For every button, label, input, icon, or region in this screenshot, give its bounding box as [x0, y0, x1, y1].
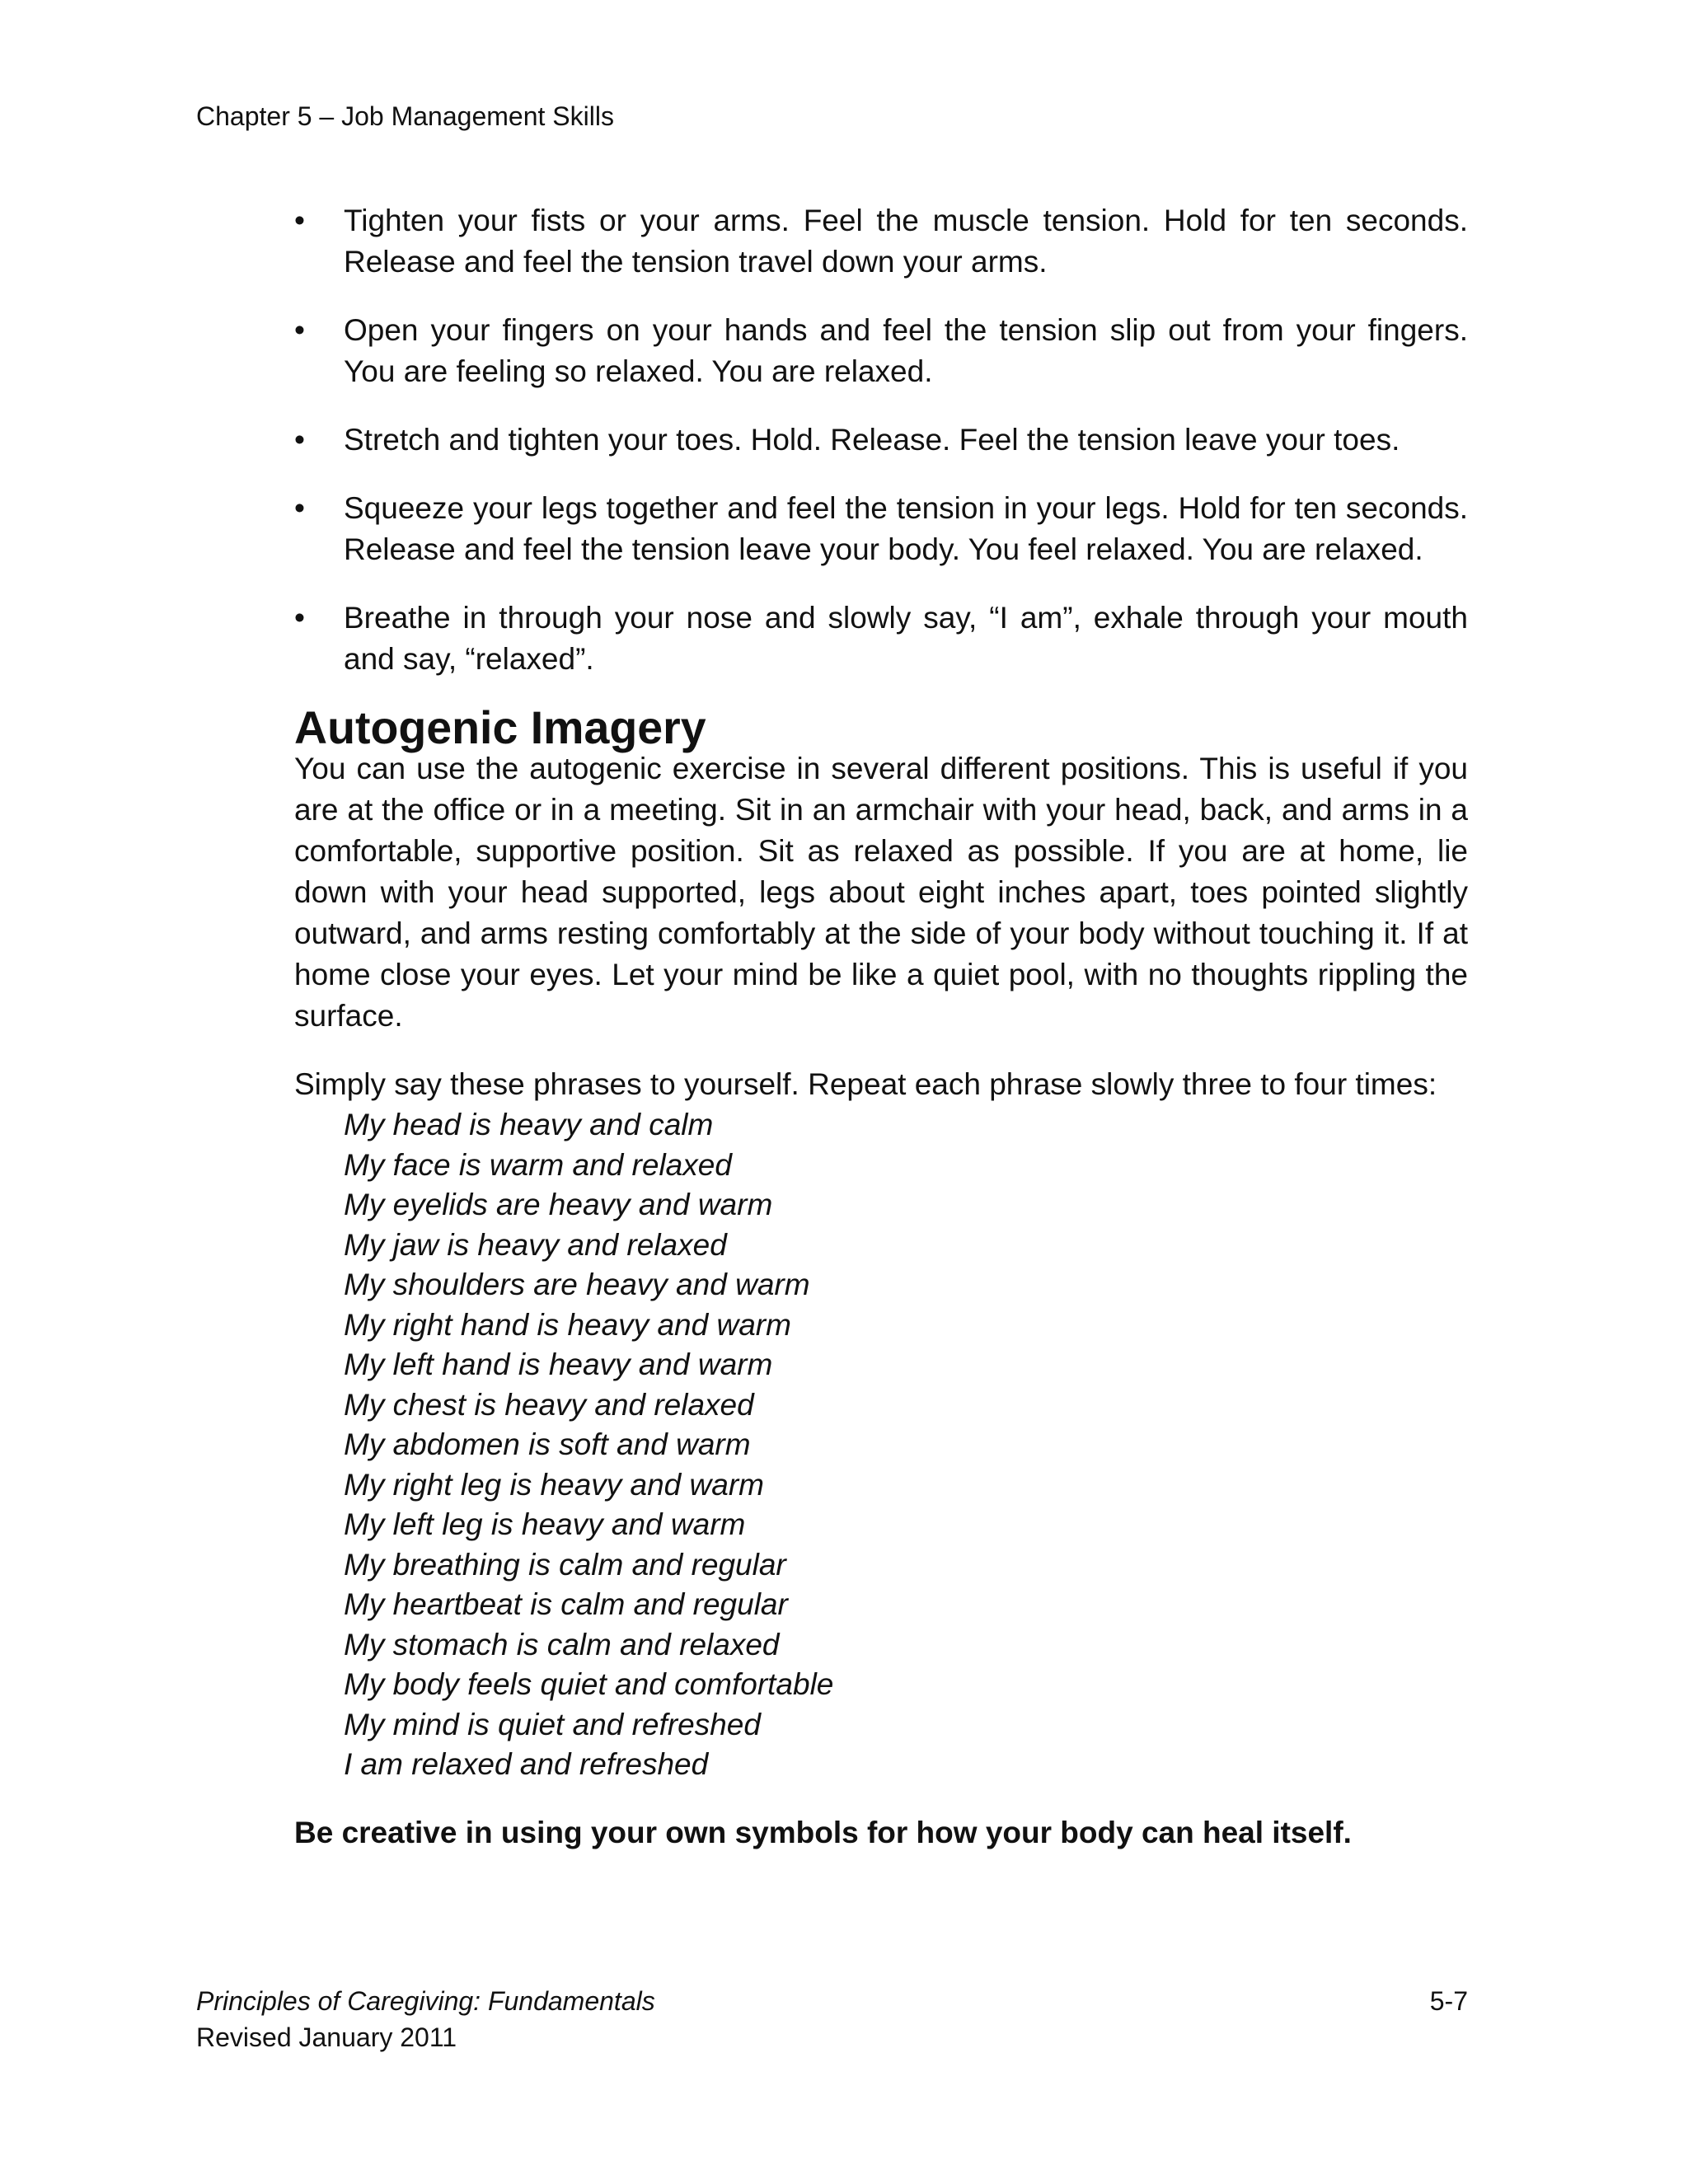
- list-item: [294, 419, 1468, 461]
- phrase-item: My chest is heavy and relaxed: [344, 1387, 754, 1422]
- bullet-icon: •: [294, 313, 305, 347]
- phrase-item: My stomach is calm and relaxed: [344, 1627, 780, 1661]
- relaxation-steps-list: [294, 200, 1468, 680]
- list-item-text: Open your fingers on your hands and feel the tension slip out from your fingers. You are feeling so relaxed. You are relaxed.: [344, 313, 1468, 388]
- list-item: [294, 200, 1468, 283]
- phrase-item: My face is warm and relaxed: [344, 1147, 732, 1182]
- list-item: [294, 310, 1468, 392]
- phrase-item: My jaw is heavy and relaxed: [344, 1227, 727, 1262]
- phrase-item: My shoulders are heavy and warm: [344, 1268, 810, 1301]
- bullet-icon: •: [294, 601, 305, 635]
- list-item: [294, 488, 1468, 570]
- phrase-item: My heartbeat is calm and regular: [344, 1587, 788, 1621]
- list-item-text: Squeeze your legs together and feel the tension in your legs. Hold for ten seconds. Release and feel the tension leave your body. You feel relaxed. You are relaxed.: [344, 491, 1468, 566]
- page-footer: [196, 1983, 1468, 2055]
- bullet-icon: •: [294, 423, 305, 457]
- list-item-text: Tighten your fists or your arms. Feel the muscle tension. Hold for ten seconds. Release and feel the tension travel down your arms.: [344, 204, 1468, 279]
- phrase-item: I am relaxed and refreshed: [344, 1747, 709, 1781]
- phrase-item: My left hand is heavy and warm: [344, 1347, 773, 1381]
- footer-row: [196, 1983, 1468, 2019]
- phrase-item: My breathing is calm and regular: [344, 1547, 786, 1582]
- bullet-icon: •: [294, 204, 305, 237]
- phrase-item: My mind is quiet and refreshed: [344, 1707, 761, 1741]
- book-title: Principles of Caregiving: Fundamentals: [196, 1986, 655, 2016]
- revision-date: Revised January 2011: [196, 2022, 457, 2052]
- phrase-item: My head is heavy and calm: [344, 1108, 714, 1141]
- phrase-item: My right leg is heavy and warm: [344, 1467, 764, 1502]
- list-item-text: Breathe in through your nose and slowly say, “I am”, exhale through your mouth and say, “relaxed”.: [344, 601, 1468, 676]
- body-paragraph: You can use the autogenic exercise in several different positions. This is useful if you are at the office or in a meeting. Sit in an armchair with your head, back, and arms in a comfortable, supportive position. Sit as relaxed as possible. If you are at home, lie down with your head supported, legs about eight inches apart, toes pointed slightly outward, and arms resting comfortably at the side of your body without touching it. If at home close your eyes. Let your mind be like a quiet pool, with no thoughts rippling the surface.: [294, 752, 1468, 1033]
- phrase-item: My body feels quiet and comfortable: [344, 1667, 834, 1701]
- phrase-item: My left leg is heavy and warm: [344, 1507, 746, 1541]
- running-header: Chapter 5 – Job Management Skills: [196, 101, 614, 131]
- phrase-item: My right hand is heavy and warm: [344, 1307, 791, 1342]
- phrase-item: My eyelids are heavy and warm: [344, 1188, 773, 1221]
- page-number: 5-7: [1429, 1986, 1468, 2016]
- page-content: [294, 200, 1468, 1854]
- phrase-list: [294, 1105, 1468, 1785]
- phrase-item: My abdomen is soft and warm: [344, 1427, 751, 1461]
- phrase-intro: Simply say these phrases to yourself. Repeat each phrase slowly three to four times:: [294, 1067, 1437, 1101]
- bullet-icon: •: [294, 491, 305, 525]
- closing-statement: Be creative in using your own symbols for how your body can heal itself.: [294, 1815, 1352, 1849]
- section-heading: Autogenic Imagery: [294, 702, 706, 753]
- list-item-text: Stretch and tighten your toes. Hold. Release. Feel the tension leave your toes.: [344, 423, 1400, 457]
- list-item: [294, 598, 1468, 680]
